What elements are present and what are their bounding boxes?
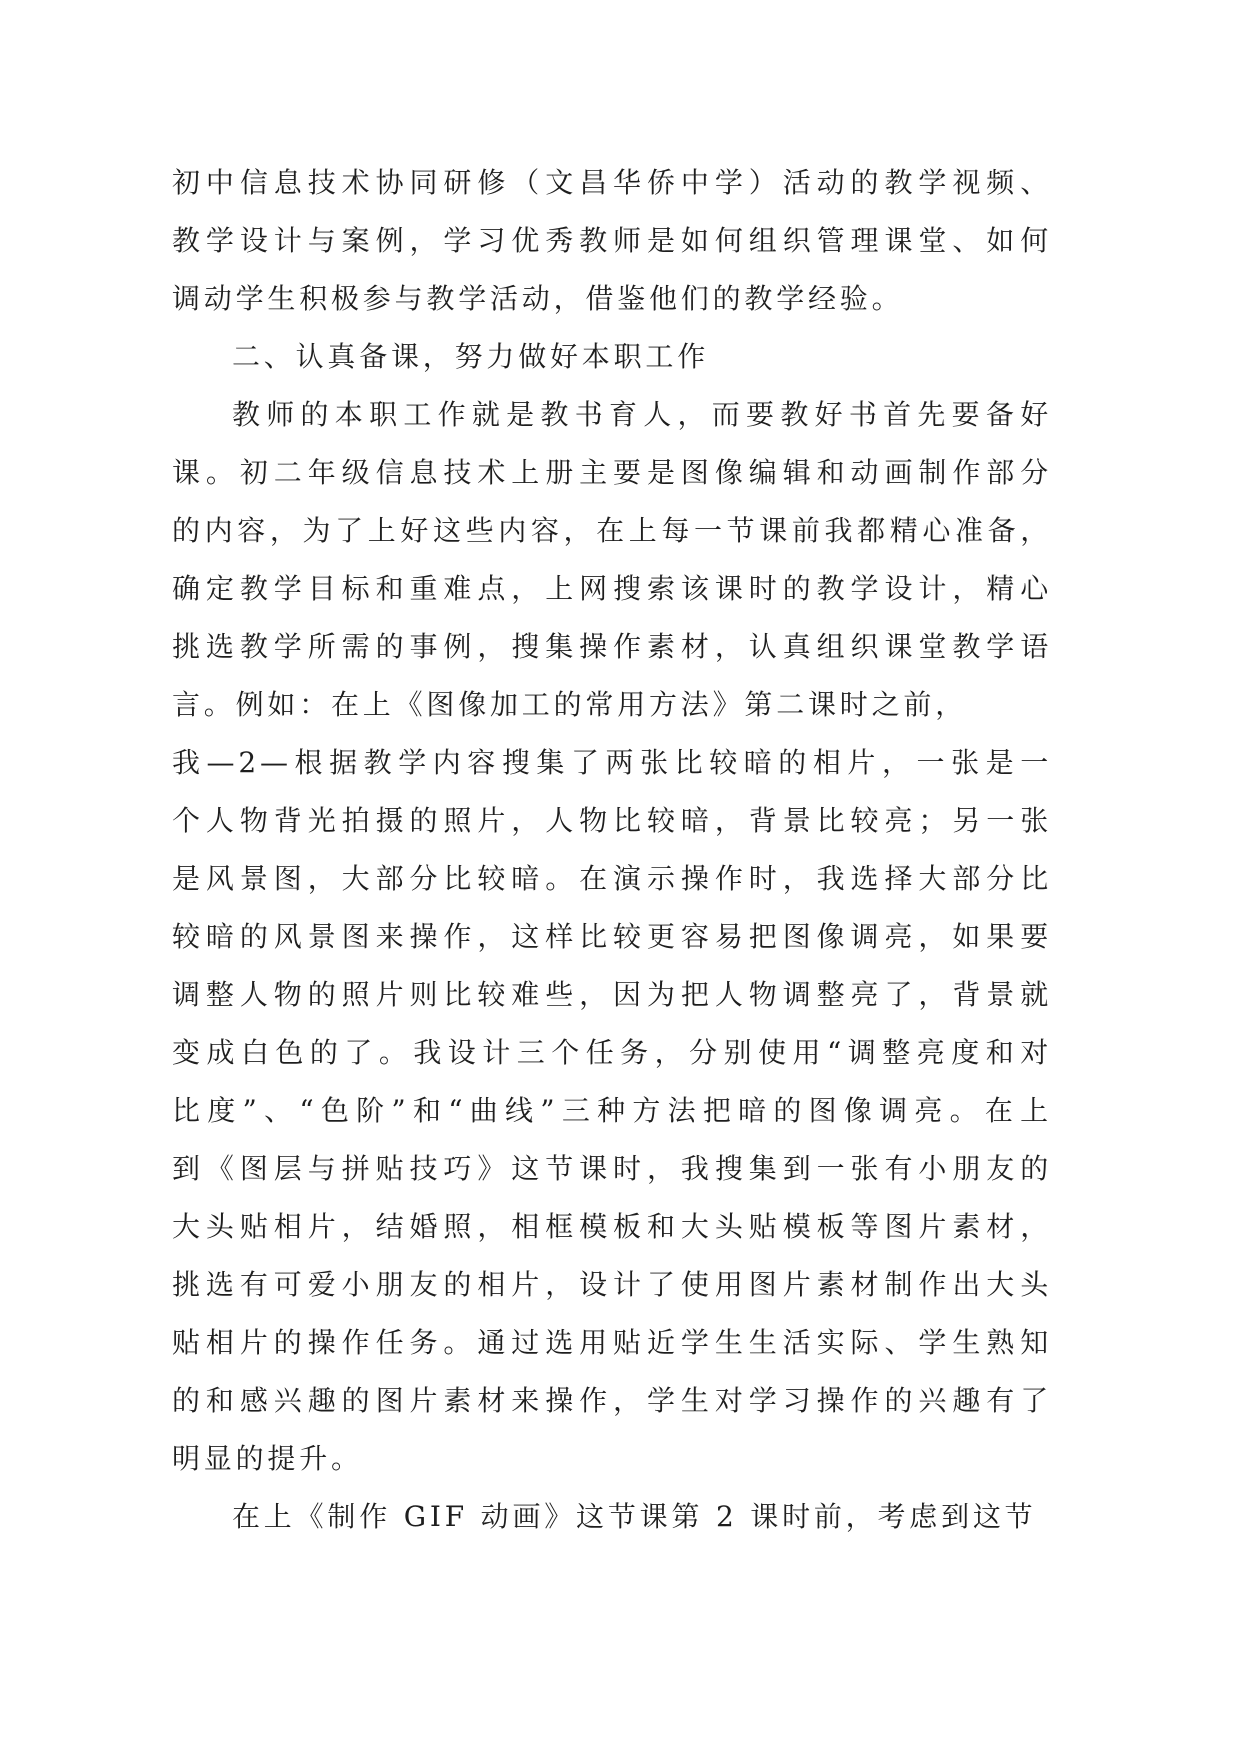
body-text-line: 课。初二年级信息技术上册主要是图像编辑和动画制作部分 bbox=[172, 456, 1052, 489]
body-text-line: 教师的本职工作就是教书育人，而要教好书首先要备好 bbox=[232, 398, 1052, 431]
body-text-line: 变成白色的了。我设计三个任务，分别使用“调整亮度和对 bbox=[172, 1036, 1052, 1069]
body-text-line: 明显的提升。 bbox=[172, 1442, 363, 1475]
body-text-line: 调整人物的照片则比较难些，因为把人物调整亮了，背景就 bbox=[172, 978, 1052, 1011]
body-text-line: 挑选教学所需的事例，搜集操作素材，认真组织课堂教学语 bbox=[172, 630, 1052, 663]
document-body bbox=[172, 154, 1052, 1546]
body-text-line: 大头贴相片，结婚照，相框模板和大头贴模板等图片素材， bbox=[172, 1210, 1052, 1243]
body-text-line: 我—2—根据教学内容搜集了两张比较暗的相片，一张是一 bbox=[172, 746, 1052, 779]
body-text-line: 言。例如：在上《图像加工的常用方法》第二课时之前， bbox=[172, 688, 968, 721]
body-text-line: 个人物背光拍摄的照片，人物比较暗，背景比较亮；另一张 bbox=[172, 804, 1052, 837]
body-text-line: 挑选有可爱小朋友的相片，设计了使用图片素材制作出大头 bbox=[172, 1268, 1052, 1301]
body-text-line: 调动学生积极参与教学活动，借鉴他们的教学经验。 bbox=[172, 282, 904, 315]
body-text-line: 贴相片的操作任务。通过选用贴近学生生活实际、学生熟知 bbox=[172, 1326, 1052, 1359]
body-text-line: 教学设计与案例，学习优秀教师是如何组织管理课堂、如何 bbox=[172, 224, 1052, 257]
body-text-line: 的内容，为了上好这些内容，在上每一节课前我都精心准备， bbox=[172, 514, 1052, 547]
body-text-line: 的和感兴趣的图片素材来操作，学生对学习操作的兴趣有了 bbox=[172, 1384, 1052, 1417]
body-text-line: 较暗的风景图来操作，这样比较更容易把图像调亮，如果要 bbox=[172, 920, 1052, 953]
body-text-line: 初中信息技术协同研修（文昌华侨中学）活动的教学视频、 bbox=[172, 166, 1052, 199]
body-text-line: 是风景图，大部分比较暗。在演示操作时，我选择大部分比 bbox=[172, 862, 1052, 895]
body-text-line: 比度”、“色阶”和“曲线”三种方法把暗的图像调亮。在上 bbox=[172, 1094, 1052, 1127]
body-text-line: 在上《制作 GIF 动画》这节课第 2 课时前，考虑到这节 bbox=[232, 1500, 1037, 1533]
body-text-line: 到《图层与拼贴技巧》这节课时，我搜集到一张有小朋友的 bbox=[172, 1152, 1052, 1185]
section-heading: 二、认真备课，努力做好本职工作 bbox=[232, 340, 710, 373]
body-text-line: 确定教学目标和重难点，上网搜索该课时的教学设计，精心 bbox=[172, 572, 1052, 605]
